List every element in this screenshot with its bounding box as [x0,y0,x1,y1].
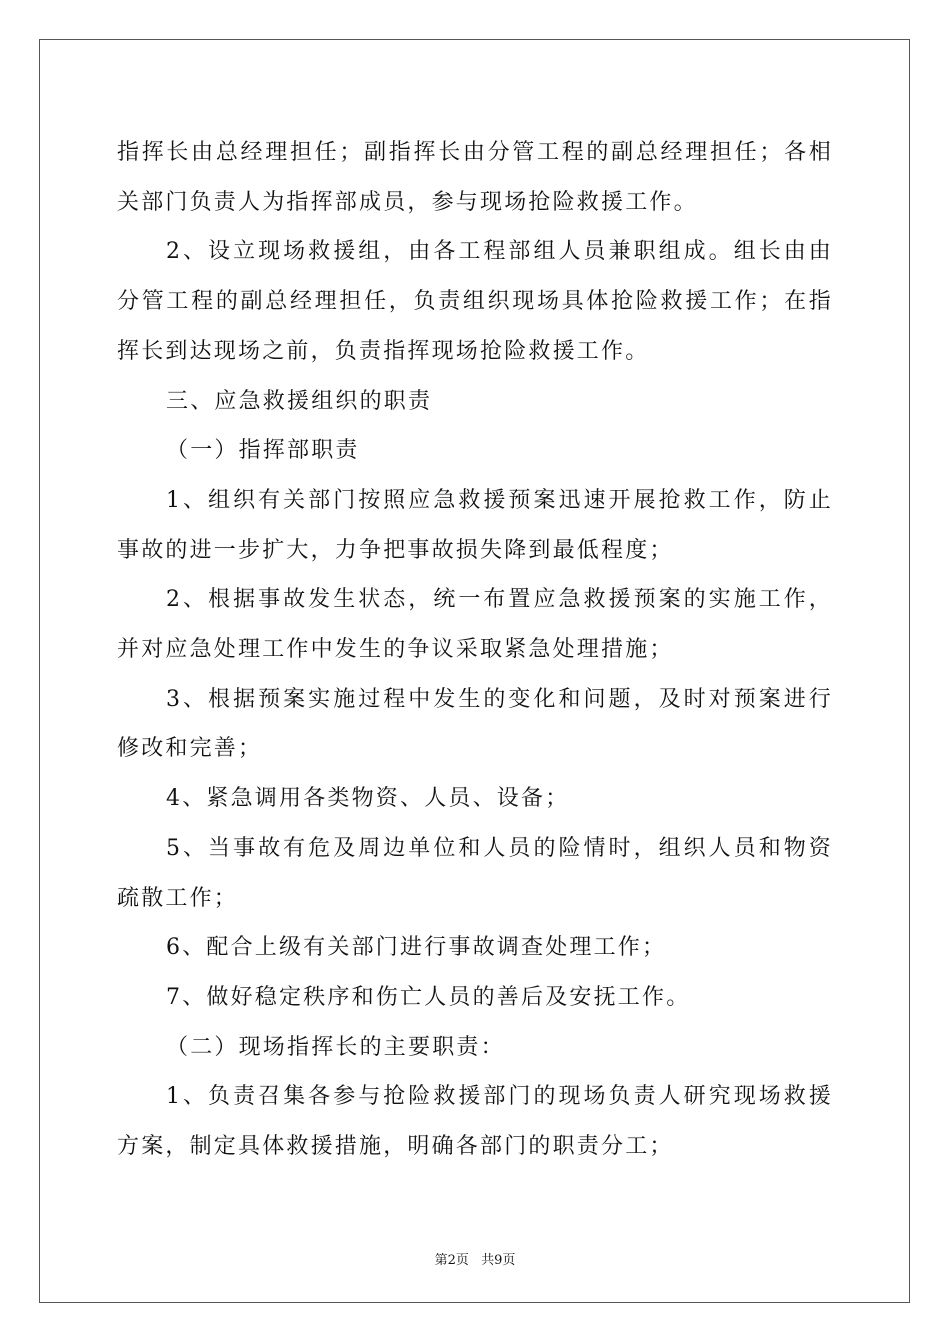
paragraph: 指挥长由总经理担任；副指挥长由分管工程的副总经理担任；各相关部门负责人为指挥部成员，参与现场抢险救援工作。 [117,140,833,215]
list-item: 3、根据预案实施过程中发生的变化和问题，及时对预案进行修改和完善； [117,686,833,762]
list-item: 1、负责召集各参与抢险救援部门的现场负责人研究现场救援方案，制定具体救援措施，明确各部门的职责分工； [117,1084,833,1160]
subsection-heading: （二）现场指挥长的主要职责： [166,1034,505,1060]
document-body [117,128,833,1172]
list-item: 1、组织有关部门按照应急救援预案迅速开展抢救工作，防止事故的进一步扩大，力争把事故损失降到最低程度； [117,487,833,563]
subsection-heading: （一）指挥部职责 [166,438,360,464]
paragraph: 2、设立现场救援组，由各工程部组人员兼职组成。组长由由分管工程的副总经理担任，负责组织现场具体抢险救援工作；在指挥长到达现场之前，负责指挥现场抢险救援工作。 [117,239,833,364]
list-item: 4、紧急调用各类物资、人员、设备； [166,786,570,812]
section-heading: 三、应急救援组织的职责 [166,388,433,414]
list-item: 6、配合上级有关部门进行事故调查处理工作； [166,935,667,961]
list-item: 2、根据事故发生状态，统一布置应急救援预案的实施工作，并对应急处理工作中发生的争议采取紧急处理措施； [117,587,833,663]
page-footer [0,1249,950,1268]
page-total: 共9页 [481,1253,516,1268]
page-number: 第2页 [434,1253,469,1268]
list-item: 7、做好稳定秩序和伤亡人员的善后及安抚工作。 [166,984,691,1010]
list-item: 5、当事故有危及周边单位和人员的险情时，组织人员和物资疏散工作； [117,835,833,911]
